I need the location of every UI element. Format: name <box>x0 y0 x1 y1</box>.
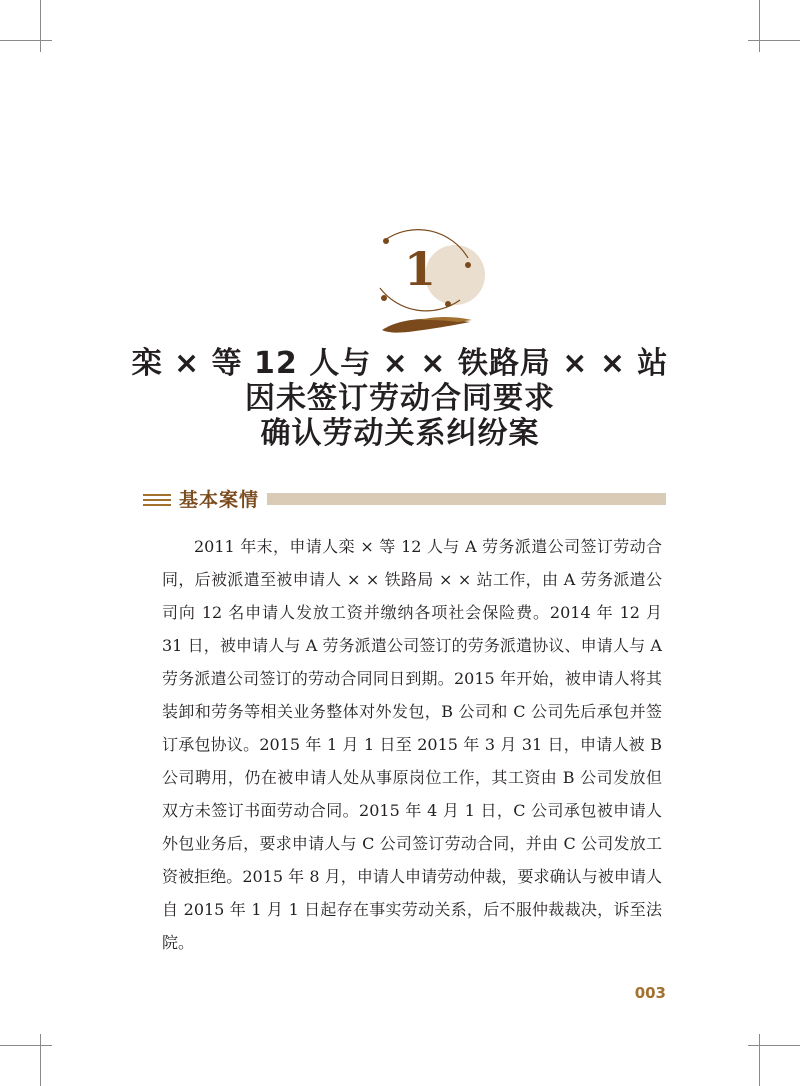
title-line-1: 栾 × 等 12 人与 × × 铁路局 × × 站 <box>131 346 669 381</box>
section-bar <box>267 493 666 505</box>
chapter-dot-1 <box>383 238 389 244</box>
crop-mark-top-left-v <box>40 0 41 52</box>
section-title: 基本案情 <box>179 489 260 511</box>
title-line-3: 确认劳动关系纠纷案 <box>260 416 540 451</box>
chapter-ornament <box>330 210 510 340</box>
title-line-2: 因未签订劳动合同要求 <box>245 381 555 416</box>
crop-mark-bottom-left-v <box>40 1034 41 1086</box>
chapter-dot-4 <box>445 301 451 307</box>
crop-mark-bottom-right-v <box>759 1034 760 1086</box>
chapter-dot-3 <box>381 295 387 301</box>
section-header <box>143 489 666 511</box>
page-number: 003 <box>634 984 666 1002</box>
chapter-dot-2 <box>465 262 471 268</box>
case-body-paragraph: 2011 年末，申请人栾 × 等 12 人与 A 劳务派遣公司签订劳动合同，后被派遣至被申请人 × × 铁路局 × × 站工作，由 A 劳务派遣公司向 12 名申请人发放工资并缴纳各项社会保险费。2014 年 12 月 31 日，被申请人与 A 劳务派遣公司签订的劳务派遣协议、申请人与 A 劳务派遣公司签订的劳动合同同日到期。2015 年开始，被申请人将其装卸和劳务等相关业务整体对外发包，B 公司和 C 公司先后承包并签订承包协议。2015 年 1 月 1 日至 2015 年 3 月 31 日，申请人被 B 公司聘用，仍在被申请人处从事原岗位工作，其工资由 B 公司发放但双方未签订书面劳动合同。2015 年 4 月 1 日，C 公司承包被申请人外包业务后，要求申请人与 C 公司签订劳动合同，并由 C 公司发放工资被拒绝。2015 年 8 月，申请人申请劳动仲裁，要求确认与被申请人自 2015 年 1 月 1 日起存在事实劳动关系，后不服仲裁裁决，诉至法院。 <box>162 537 662 952</box>
section-lines-icon <box>143 493 171 507</box>
crop-mark-top-right-v <box>759 0 760 52</box>
chapter-number: 1 <box>403 242 437 296</box>
crop-mark-bottom-right-h <box>748 1045 800 1046</box>
chapter-ornament-graphic <box>330 210 510 340</box>
case-title <box>60 346 740 451</box>
crop-mark-bottom-left-h <box>0 1045 52 1046</box>
crop-mark-top-right-h <box>748 40 800 41</box>
crop-mark-top-left-h <box>0 40 52 41</box>
